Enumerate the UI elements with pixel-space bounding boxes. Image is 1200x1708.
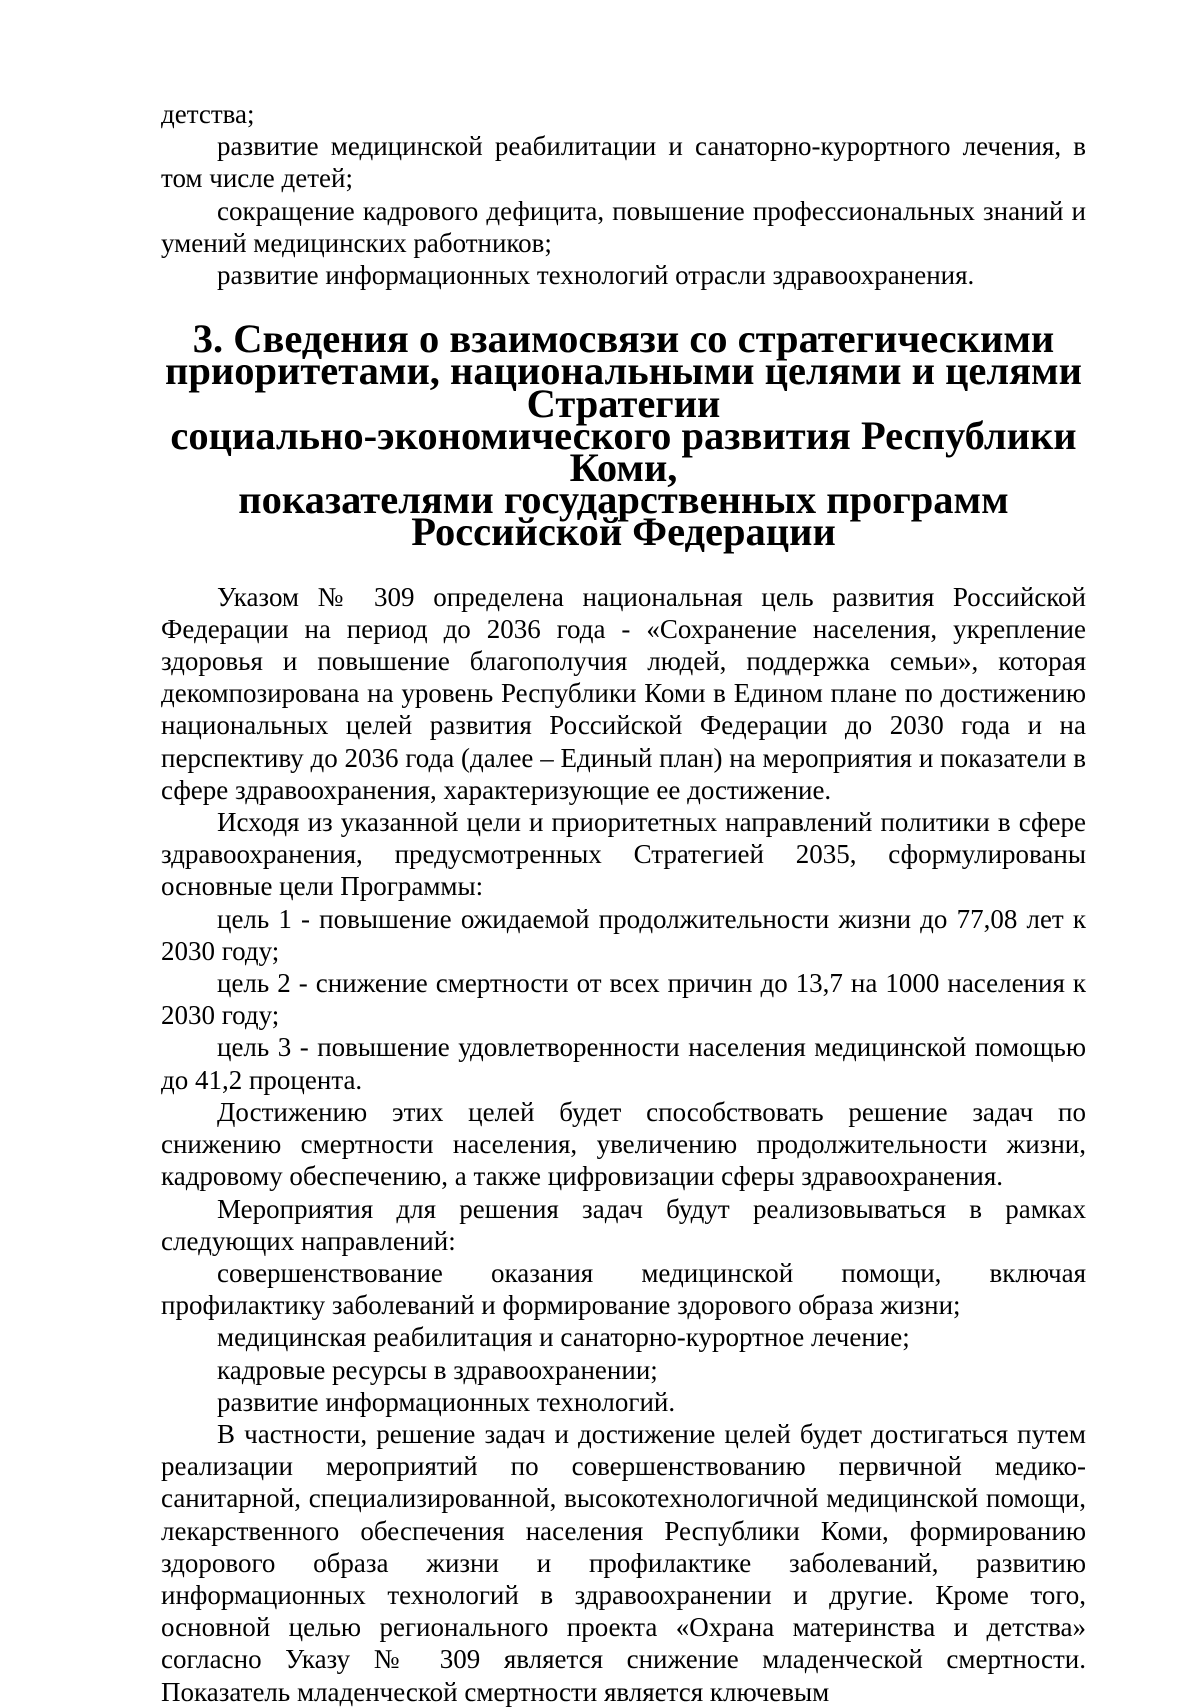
list-item: сокращение кадрового дефицита, повышение профессиональных знаний и умений медицинских работников; [161,195,1086,258]
section-heading [161,291,1086,580]
paragraph: В частности, решение задач и достижение целей будет достигаться путем реализации мероприятий по совершенствованию первичной медико-санитарной, специализированной, высокотехнологичной медицинской помощи, лекарственного обеспечения населения Республики Коми, формированию здорового образа жизни и профилактике заболеваний, развитию информационных технологий в здравоохранении и другие. Кроме того, основной целью регионального проекта «Охрана материнства и детства» согласно Указу № 309 является снижение младенческой смертности. Показатель младенческой смертности является ключевым [161,1418,1086,1707]
list-item: развитие информационных технологий отрасли здравоохранения. [217,260,975,291]
paragraph: Достижению этих целей будет способствовать решение задач по снижению смертности населения, увеличению продолжительности жизни, кадровому обеспечению, а также цифровизации сферы здравоохранения. [161,1096,1086,1192]
goal-item: цель 2 - снижение смертности от всех причин до 13,7 на 1000 населения к 2030 году; [161,968,1086,1031]
section-heading-line: 3. Сведения о взаимосвязи со стратегическими [192,316,1055,362]
direction-item: медицинская реабилитация и санаторно-курортное лечение; [217,1322,910,1353]
section-heading-line: приоритетами, национальными целями и целями Стратегии [165,348,1082,426]
list-item: развитие медицинской реабилитации и санаторно-курортного лечения, в том числе детей; [161,131,1086,194]
section-heading-line: социально-экономического развития Республики Коми, [170,412,1077,491]
document-page [161,98,1086,1708]
goal-item: цель 1 - повышение ожидаемой продолжительности жизни до 77,08 лет к 2030 году; [161,903,1086,966]
paragraph: Мероприятия для решения задач будут реализовываться в рамках следующих направлений: [161,1193,1086,1256]
direction-item: совершенствование оказания медицинской помощи, включая профилактику заболеваний и формирование здорового образа жизни; [161,1257,1086,1321]
paragraph: Исходя из указанной цели и приоритетных направлений политики в сфере здравоохранения, предусмотренных Стратегией 2035, сформулированы основные цели Программы: [161,807,1086,902]
goal-item: цель 3 - повышение удовлетворенности населения медицинской помощью до 41,2 процента. [161,1032,1086,1095]
section-heading-line: показателями государственных программ Российской Федерации [238,477,1009,555]
intro-tail-text: детства; [161,99,255,129]
paragraph: Указом № 309 определена национальная цель развития Российской Федерации на период до 2036 года - «Сохранение населения, укрепление здоровья и повышение благополучия людей, поддержка семьи», которая декомпозирована на уровень Республики Коми в Едином плане по достижению национальных целей развития Российской Федерации до 2030 года и на перспективу до 2036 года (далее – Единый план) на мероприятия и показатели в сфере здравоохранения, характеризующие ее достижение. [161,581,1086,805]
direction-item: развитие информационных технологий. [217,1386,676,1417]
direction-item: кадровые ресурсы в здравоохранении; [217,1354,658,1385]
